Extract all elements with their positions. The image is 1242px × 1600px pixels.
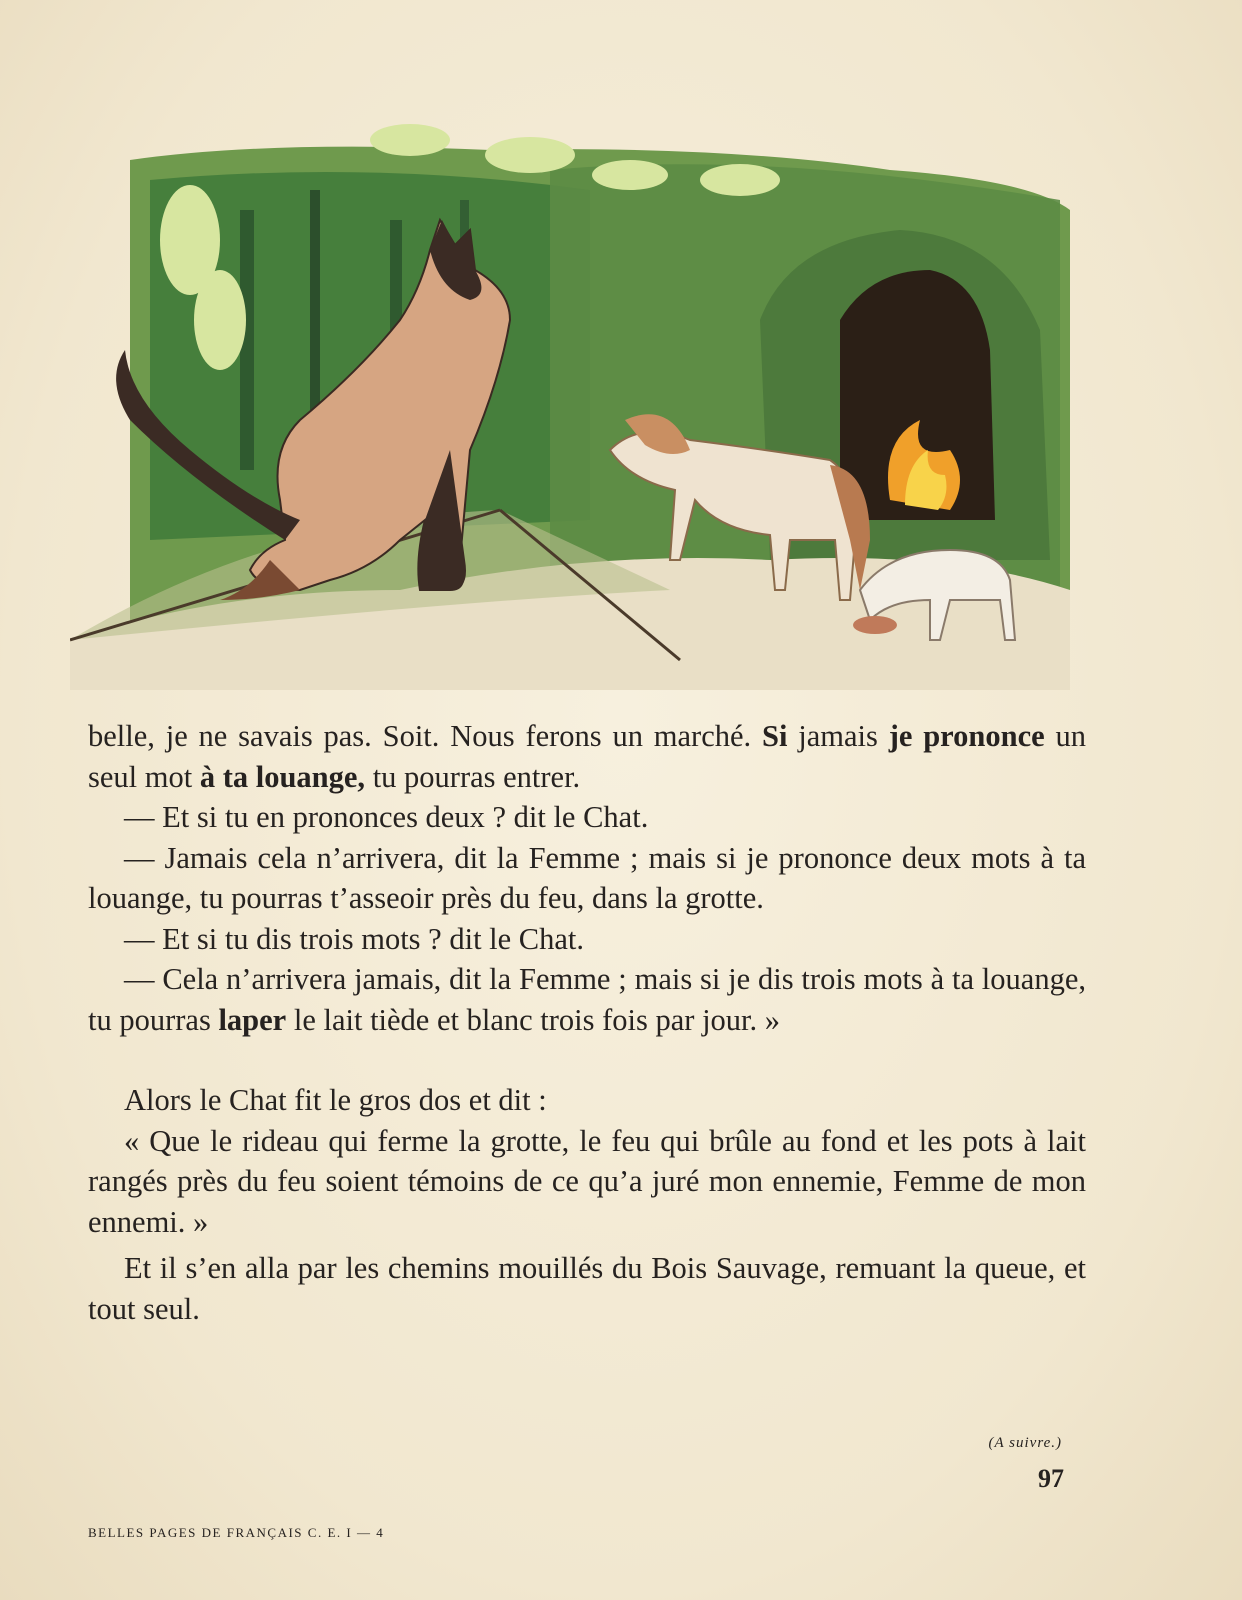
paragraph: Alors le Chat fit le gros dos et dit :	[124, 1083, 547, 1117]
book-footer: BELLES PAGES DE FRANÇAIS C. E. I — 4	[88, 1525, 385, 1540]
dialogue-line: — Et si tu en prononces deux ? dit le Chat.	[124, 800, 649, 834]
dialogue-line: — Et si tu dis trois mots ? dit le Chat.	[124, 921, 585, 956]
dialogue-line	[88, 959, 1086, 1040]
paragraph	[88, 716, 1086, 797]
bold-word: à ta louange,	[199, 759, 366, 794]
text-run: le lait tiède et blanc trois fois par jour. »	[286, 1002, 781, 1037]
text-run: — Cela n’arrivera jamais, dit la Femme ; mais si je dis trois mots à ta louange, tu pourras	[88, 962, 1086, 1037]
bold-word: je prononce	[888, 719, 1045, 753]
jungle-cat-cave-illustration	[70, 120, 1090, 690]
bold-word: laper	[218, 1002, 287, 1037]
to-be-continued-note: (A suivre.)	[988, 1435, 1062, 1451]
text-run: jamais	[787, 719, 889, 753]
text-run: un seul mot	[88, 719, 1086, 794]
dialogue-line: — Jamais cela n’arrivera, dit la Femme ; mais si je prononce deux mots à ta louange, tu pourras t’asseoir près du feu, dans la grotte.	[88, 840, 1086, 915]
story-text	[88, 716, 1086, 1329]
paragraph: « Que le rideau qui ferme la grotte, le feu qui brûle au fond et les pots à lait rangés près du feu soient témoins de ce qu’a juré mon ennemie, Femme de mon ennemi. »	[88, 1123, 1086, 1239]
text-run: belle, je ne savais pas. Soit. Nous ferons un marché.	[88, 719, 762, 753]
page-number: 97	[1038, 1464, 1064, 1493]
text-run: tu pourras entrer.	[365, 759, 581, 794]
paragraph: Et il s’en alla par les chemins mouillés du Bois Sauvage, remuant la queue, et tout seul.	[88, 1251, 1086, 1326]
bold-word: Si	[762, 719, 788, 753]
